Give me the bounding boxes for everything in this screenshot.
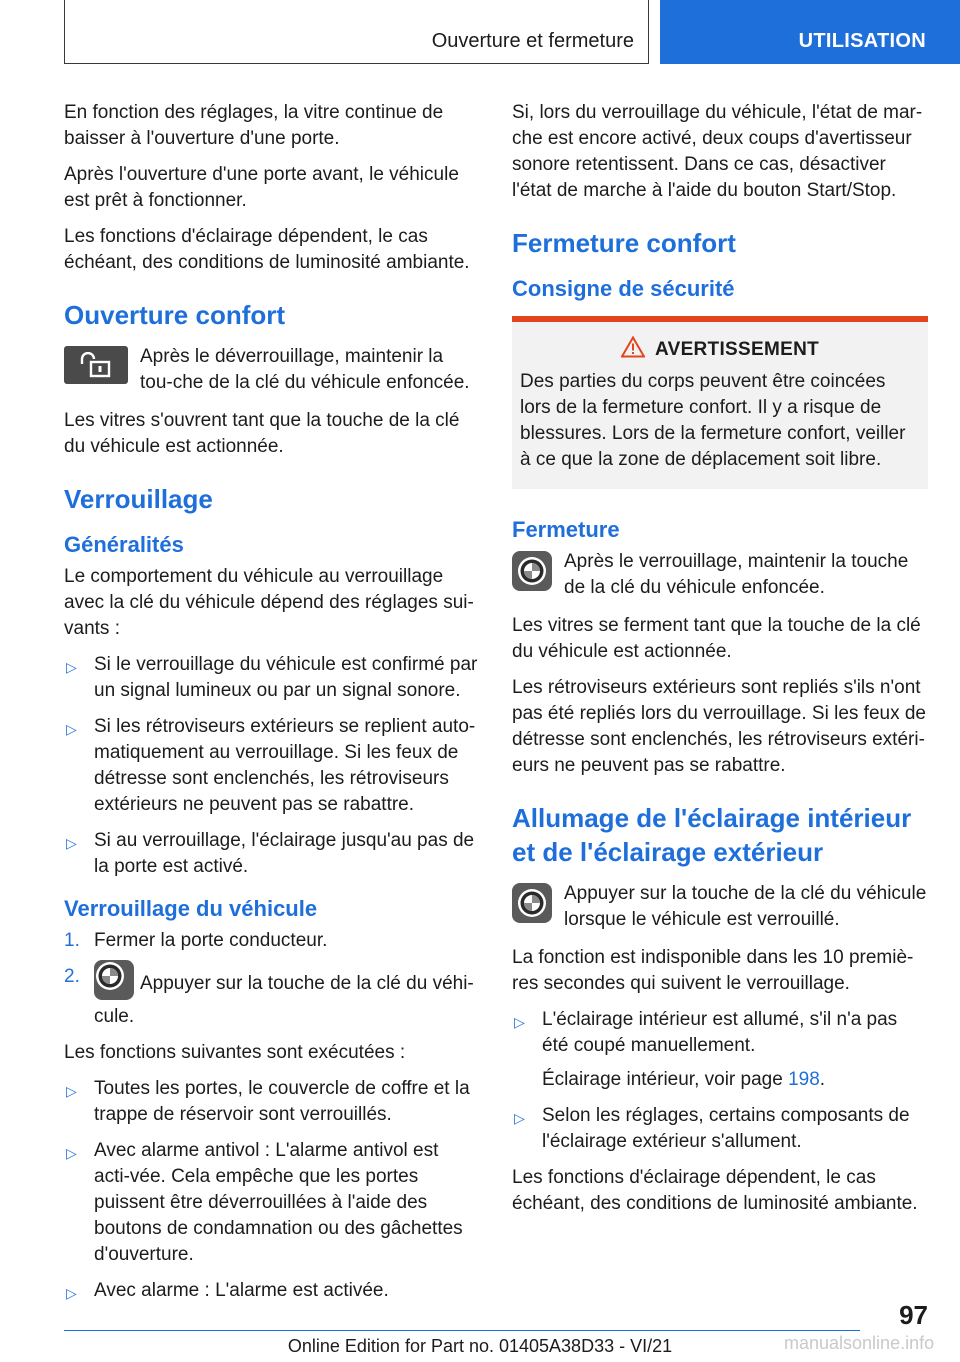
page-reference: Éclairage intérieur, voir page 198.	[542, 1069, 826, 1090]
instruction-text: Après le verrouillage, maintenir la touche de la clé du véhicule enfoncée.	[564, 551, 909, 598]
footer-divider	[64, 1330, 860, 1331]
list-item: ▷ L'éclairage intérieur est allumé, s'il n'a pas été coupé manuellement.	[514, 1009, 898, 1056]
functions-list	[64, 1076, 478, 1304]
right-column	[512, 100, 928, 1227]
bullet-triangle-icon: ▷	[66, 1285, 77, 1301]
left-column	[64, 100, 478, 1314]
list-item: ▷ Selon les réglages, certains composants de l'éclairage extérieur s'allument.	[514, 1105, 910, 1152]
heading-verrouillage: Verrouillage	[64, 484, 213, 514]
heading-fermeture: Fermeture	[512, 517, 620, 542]
bmw-key-icon	[94, 960, 134, 1000]
paragraph: Les fonctions d'éclairage dépendent, le cas échéant, des conditions de luminosité ambiante.	[64, 226, 470, 273]
bullet-triangle-icon: ▷	[66, 1083, 77, 1099]
fermeture-instruction	[512, 549, 928, 601]
generalites-list	[64, 652, 478, 880]
instruction-text: Après le déverrouillage, maintenir la tou‐che de la clé du véhicule enfoncée.	[140, 346, 470, 393]
list-item: ▷ Toutes les portes, le couvercle de coffre et la trappe de réservoir sont verrouillés.	[66, 1078, 470, 1125]
paragraph: Si, lors du verrouillage du véhicule, l'état de mar‐che est encore activé, deux coups d'avertisseur sonore retentissent. Dans ce cas, désactiver l'état de marche à l'aide du bouton Start/Stop.	[512, 102, 923, 201]
paragraph: Les fonctions d'éclairage dépendent, le cas échéant, des conditions de luminosité ambiante.	[512, 1167, 918, 1214]
bullet-triangle-icon: ▷	[66, 721, 77, 737]
warning-header	[520, 336, 920, 363]
bmw-key-icon	[512, 551, 552, 591]
bullet-triangle-icon: ▷	[514, 1014, 525, 1030]
allumage-list	[512, 1007, 928, 1059]
allumage-instruction	[512, 881, 928, 933]
paragraph: Les fonctions suivantes sont exécutées :	[64, 1042, 406, 1063]
list-item: ▷ Si le verrouillage du véhicule est confirmé par un signal lumineux ou par un signal sonore.	[66, 654, 478, 701]
paragraph: La fonction est indisponible dans les 10 premiè‐res secondes qui suivent le verrouillage.	[512, 947, 914, 994]
list-item: ▷ Avec alarme antivol : L'alarme antivol est acti‐vée. Cela empêche que les portes puissent être déverrouillées à l'aide des boutons de condamnation ou des gâchettes d'ouverture.	[66, 1140, 463, 1265]
bullet-triangle-icon: ▷	[66, 659, 77, 675]
section-tab-label: UTILISATION	[798, 30, 926, 52]
heading-consigne-securite: Consigne de sécurité	[512, 276, 735, 301]
list-item: 1. Fermer la porte conducteur.	[64, 930, 328, 951]
bullet-triangle-icon: ▷	[66, 835, 77, 851]
page-number: 97	[899, 1300, 928, 1330]
heading-allumage-eclairage: Allumage de l'éclairage intérieur et de l'éclairage extérieur	[512, 803, 912, 867]
heading-fermeture-confort: Fermeture confort	[512, 228, 736, 258]
paragraph: Les rétroviseurs extérieurs sont repliés s'ils n'ont pas été repliés lors du verrouillage. Si les feux de détresse sont enclenchés, les rétroviseurs extéri‐eurs ne peuvent pas se rabattre.	[512, 677, 927, 776]
bmw-key-icon	[512, 883, 552, 923]
heading-verrouillage-vehicule: Verrouillage du véhicule	[64, 896, 318, 921]
footer-edition: Online Edition for Part no. 01405A38D33 - VI/21	[287, 1336, 673, 1356]
bullet-triangle-icon: ▷	[514, 1110, 525, 1126]
paragraph: Le comportement du véhicule au verrouillage avec la clé du véhicule dépend des réglages sui‐vants :	[64, 566, 474, 639]
heading-ouverture-confort: Ouverture confort	[64, 300, 286, 330]
paragraph: En fonction des réglages, la vitre continue de baisser à l'ouverture d'une porte.	[64, 102, 444, 149]
steps-list	[64, 928, 478, 1030]
watermark: manualsonline.info	[784, 1333, 935, 1353]
header-title: Ouverture et fermeture	[431, 30, 634, 52]
paragraph: Les vitres se ferment tant que la touche de la clé du véhicule est actionnée.	[512, 615, 921, 662]
instruction-text: Appuyer sur la touche de la clé du véhicule lorsque le véhicule est verrouillé.	[564, 883, 927, 930]
unlock-key-icon	[64, 346, 128, 384]
heading-generalites: Généralités	[64, 532, 184, 557]
warning-box	[512, 316, 928, 489]
ouverture-instruction	[64, 344, 478, 396]
list-item: ▷ Avec alarme : L'alarme est activée.	[64, 1278, 478, 1304]
bullet-triangle-icon: ▷	[66, 1145, 77, 1161]
page-link[interactable]: 198	[788, 1069, 820, 1090]
warning-text: Des parties du corps peuvent être coincées lors de la fermeture confort. Il y a risque de blessures. Lors de la fermeture confort, veiller à ce que la zone de déplacement soit libre.	[520, 371, 906, 470]
warning-title: AVERTISSEMENT	[654, 338, 819, 360]
warning-triangle-icon	[621, 336, 645, 363]
section-tab[interactable]	[660, 0, 960, 64]
paragraph: Les vitres s'ouvrent tant que la touche de la clé du véhicule est actionnée.	[64, 410, 460, 457]
header-box	[64, 0, 649, 64]
list-item: ▷ Si au verrouillage, l'éclairage jusqu'au pas de la porte est activé.	[66, 830, 475, 877]
list-item: 2. Appuyer sur la touche de la clé du véhi‐cule.	[64, 964, 478, 1030]
paragraph: Après l'ouverture d'une porte avant, le véhicule est prêt à fonctionner.	[64, 164, 459, 211]
allumage-list-2	[512, 1103, 928, 1155]
list-item: ▷ Si les rétroviseurs extérieurs se replient auto‐matiquement au verrouillage. Si les feux de détresse sont enclenchés, les rétroviseurs extérieurs ne peuvent pas se rabattre.	[66, 716, 476, 815]
